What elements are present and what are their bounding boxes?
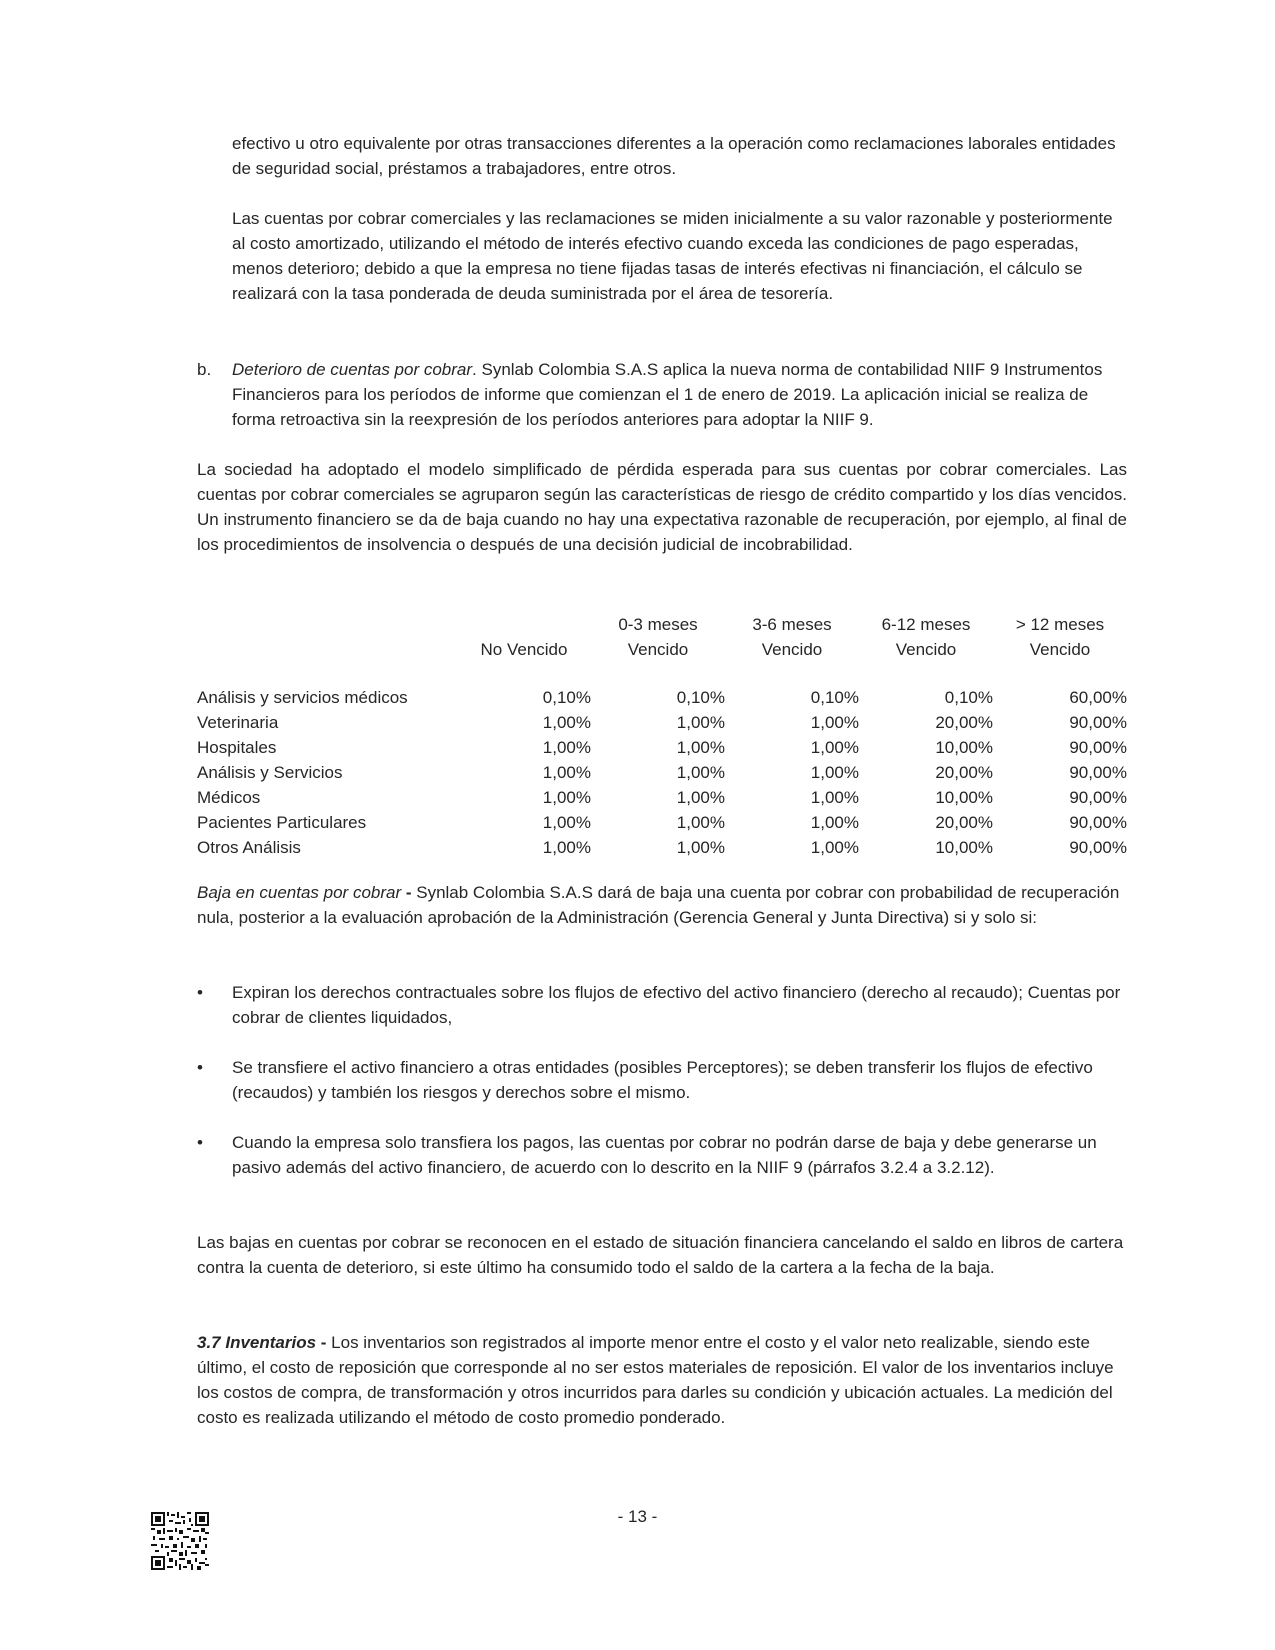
cell-value: 20,00% (935, 713, 993, 732)
baja-text: Synlab Colombia S.A.S dará de baja una cuenta por cobrar con probabilidad de recuperación nula, posterior a la evaluación aprobación de la Administración (Gerencia General y Junta Directiva) si y solo si: (197, 883, 1120, 927)
table-header-12plus-l1: > 12 meses (1015, 615, 1105, 634)
baja-title: Baja en cuentas por cobrar (197, 883, 402, 902)
cell-value: 0,10% (944, 688, 993, 707)
bullet-text: Se transfiere el activo financiero a otras entidades (posibles Perceptores); se deben transferir los flujos de efectivo (recaudos) y también los riesgos y derechos sobre el mismo. (232, 1058, 1093, 1102)
section-inventarios (197, 1330, 1127, 1430)
table-header-3-6-l1: 3-6 meses (752, 615, 832, 634)
inventarios-title: 3.7 Inventarios (197, 1333, 317, 1352)
inventarios-text: Los inventarios son registrados al importe menor entre el costo y el valor neto realizable, siendo este último, el costo de reposición que corresponde al no ser estos materiales de reposición. El valor de los inventarios incluye los costos de compra, de transformación y otros incurridos para darles su condición y ubicación actuales. La medición del costo es realizada utilizando el método de costo promedio ponderado. (197, 1333, 1114, 1427)
list-marker: b. (197, 360, 212, 379)
cell-value: 1,00% (676, 763, 725, 782)
table-header-no-vencido: No Vencido (480, 640, 568, 659)
cell-value: 1,00% (810, 838, 859, 857)
cell-value: 1,00% (810, 738, 859, 757)
paragraph-bajas-reconocimiento: Las bajas en cuentas por cobrar se reconocen en el estado de situación financiera cancelando el saldo en libros de cartera contra la cuenta de deterioro, si este último ha consumido todo el saldo de la cartera a la fecha de la baja. (197, 1233, 1124, 1277)
table-row (197, 785, 1127, 810)
table-header-0-3: Vencido (627, 640, 689, 659)
list-item-title-sep: . (472, 360, 477, 379)
cell-value: 1,00% (542, 763, 591, 782)
cell-value: 20,00% (935, 813, 993, 832)
page-number: - 13 - (617, 1507, 658, 1526)
table-header-row-1 (197, 612, 1127, 637)
inventarios-sep: - (316, 1333, 332, 1352)
cell-value: 90,00% (1069, 738, 1127, 757)
table-header-row-2 (197, 637, 1127, 662)
table-header-label (197, 612, 457, 637)
baja-sep: - (401, 883, 417, 902)
table-row (197, 810, 1127, 835)
qr-code-icon (151, 1512, 209, 1570)
cell-value: 1,00% (542, 738, 591, 757)
cell-value: 0,10% (676, 688, 725, 707)
cell-value: 10,00% (935, 838, 993, 857)
cell-value: 90,00% (1069, 813, 1127, 832)
bullet-item (197, 980, 1127, 1030)
impairment-rates-table (197, 612, 1127, 860)
cell-value: 90,00% (1069, 838, 1127, 857)
table-row (197, 835, 1127, 860)
paragraph-continuation: efectivo u otro equivalente por otras transacciones diferentes a la operación como reclamaciones laborales entidades de seguridad social, préstamos a trabajadores, entre otros. (232, 134, 1116, 178)
cell-value: 0,10% (542, 688, 591, 707)
cell-value: 1,00% (810, 788, 859, 807)
bullet-icon: • (197, 983, 203, 1002)
cell-value: 1,00% (676, 838, 725, 857)
cell-value: 10,00% (935, 788, 993, 807)
list-item-text: Synlab Colombia S.A.S aplica la nueva norma de contabilidad NIIF 9 Instrumentos Financieros para los períodos de informe que comienzan el 1 de enero de 2019. La aplicación inicial se realiza de forma retroactiva sin la reexpresión de los períodos anteriores para adoptar la NIIF 9. (232, 360, 1103, 429)
bullet-item (197, 1055, 1127, 1105)
paragraph-expected-loss-model: La sociedad ha adoptado el modelo simplificado de pérdida esperada para sus cuentas por cobrar comerciales. Las cuentas por cobrar comerciales se agruparon según las características de riesgo de crédito compartido y los días vencidos. Un instrumento financiero se da de baja cuando no hay una expectativa razonable de recuperación, por ejemplo, al final de los procedimientos de insolvencia o después de una decisión judicial de incobrabilidad. (197, 460, 1127, 554)
cell-value: 20,00% (935, 763, 993, 782)
cell-value: 90,00% (1069, 713, 1127, 732)
cell-value: 1,00% (810, 713, 859, 732)
cell-value: 1,00% (542, 713, 591, 732)
table-row (197, 760, 1127, 785)
cell-value: 1,00% (810, 813, 859, 832)
paragraph-baja (197, 880, 1127, 930)
list-item-body (232, 357, 1127, 432)
cell-value: 1,00% (676, 813, 725, 832)
bullet-text: Cuando la empresa solo transfiera los pagos, las cuentas por cobrar no podrán darse de baja y debe generarse un pasivo además del activo financiero, de acuerdo con lo descrito en la NIIF 9 (párrafos 3.2.4 a 3.2.12). (232, 1133, 1097, 1177)
row-label: Análisis y Servicios (197, 763, 343, 782)
table-header-3-6: Vencido (761, 640, 823, 659)
cell-value: 1,00% (676, 738, 725, 757)
cell-value: 1,00% (810, 763, 859, 782)
cell-value: 1,00% (542, 813, 591, 832)
cell-value: 90,00% (1069, 763, 1127, 782)
row-label: Hospitales (197, 738, 277, 757)
table-header-12plus: Vencido (1029, 640, 1091, 659)
bullet-icon: • (197, 1133, 203, 1152)
cell-value: 1,00% (542, 838, 591, 857)
list-item-title: Deterioro de cuentas por cobrar (232, 360, 473, 379)
table-header-no-vencido-l1 (457, 612, 591, 637)
table-header-0-3-l1: 0-3 meses (618, 615, 698, 634)
row-label: Médicos (197, 788, 261, 807)
table-header-6-12-l1: 6-12 meses (881, 615, 971, 634)
bullet-text: Expiran los derechos contractuales sobre los flujos de efectivo del activo financiero (derecho al recaudo); Cuentas por cobrar de clientes liquidados, (232, 983, 1121, 1027)
paragraph-measurement: Las cuentas por cobrar comerciales y las reclamaciones se miden inicialmente a su valor razonable y posteriormente al costo amortizado, utilizando el método de interés efectivo cuando exceda las condiciones de pago esperadas, menos deterioro; debido a que la empresa no tiene fijadas tasas de interés efectivas ni financiación, el cálculo se realizará con la tasa ponderada de deuda suministrada por el área de tesorería. (232, 209, 1113, 303)
cell-value: 90,00% (1069, 788, 1127, 807)
table-header-6-12: Vencido (895, 640, 957, 659)
bullet-icon: • (197, 1058, 203, 1077)
table-header-label-l2 (197, 637, 457, 662)
row-label: Veterinaria (197, 713, 279, 732)
table-row (197, 710, 1127, 735)
cell-value: 1,00% (676, 713, 725, 732)
bullet-item (197, 1130, 1127, 1180)
cell-value: 1,00% (542, 788, 591, 807)
cell-value: 0,10% (810, 688, 859, 707)
row-label: Otros Análisis (197, 838, 301, 857)
row-label: Pacientes Particulares (197, 813, 367, 832)
row-label: Análisis y servicios médicos (197, 688, 408, 707)
list-item-b (197, 357, 1127, 432)
table-row (197, 735, 1127, 760)
cell-value: 10,00% (935, 738, 993, 757)
table-row (197, 685, 1127, 710)
cell-value: 60,00% (1069, 688, 1127, 707)
cell-value: 1,00% (676, 788, 725, 807)
